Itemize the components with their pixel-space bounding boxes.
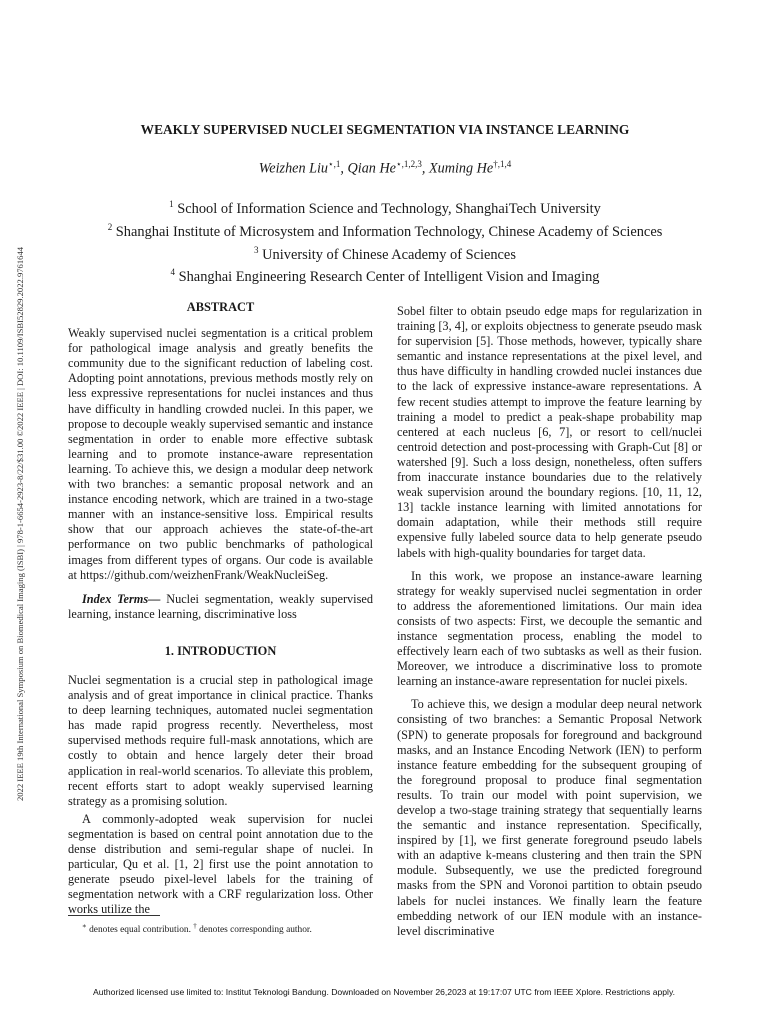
affiliation-text: University of Chinese Academy of Sciences [262, 246, 516, 263]
introduction-paragraph: A commonly-adopted weak supervision for nuclei segmentation is based on central point annotation due to the dense distribution and semi-regular shape of nuclei. In particular, Qu et al. [1, 2] first use the point annotation to generate pseudo pixel-level labels for the training of segmentation network with a CRF regularization loss. Other works utilize the [68, 811, 373, 917]
author-name: Weizhen Liu [258, 160, 329, 177]
author-marks: †,1,4 [493, 159, 512, 169]
index-terms-label: Index Terms— [82, 591, 161, 606]
author-name: Xuming He [428, 160, 494, 177]
abstract-heading: ABSTRACT [186, 300, 255, 314]
author-marks: ⋆,1 [328, 159, 341, 169]
affiliation [60, 263, 710, 286]
body-paragraph: In this work, we propose an instance-aware learning strategy for weakly supervised nuclei segmentation in order to address the aforementioned limitations. Our main idea consists of two aspects: First, we decouple the semantic and instance segmentation process, enabling the model to effectively learn each of two subtasks as well as their fusion. Moreover, we introduce a discriminative loss to promote learning an instance-aware representation for nuclei pixels. [397, 568, 702, 689]
author-marks: ⋆,1,2,3 [395, 159, 422, 169]
introduction-paragraph: Nuclei segmentation is a crucial step in pathological image analysis and of great importance in clinical practice. Thanks to deep learning techniques, automated nuclei segmentation has made rapid progress recently. Nevertheless, most supervised methods require full-mask annotations, which are costly to obtain and hence largely deter their broad application in real-world scenarios. To alleviate this problem, recent efforts start to adopt weakly supervised learning strategy as a promising solution. [68, 672, 373, 808]
affiliation [60, 195, 710, 218]
affiliation-number: 4 [170, 267, 175, 278]
left-column [68, 300, 373, 917]
affiliation [60, 241, 710, 264]
right-column [397, 304, 702, 939]
footnote-dagger-text: denotes corresponding author. [196, 925, 312, 936]
footnote-rule [68, 915, 160, 916]
footnote-star: ∗ [82, 922, 87, 930]
affiliation-text: Shanghai Institute of Microsystem and Information Technology, Chinese Academy of Sciences [115, 223, 663, 240]
body-paragraph: Sobel filter to obtain pseudo edge maps for regularization in training [3, 4], or exploits objectness to generate pseudo mask for supervision [5]. Those methods, however, typically share semantic and instance representations at the pixel level, and thus have difficulty in handling crowded nuclei instances due to the lack of expressive instance-aware representations. A few recent studies attempt to improve the feature learning by training a model to predict a peak-shape probability map centered at each nucleus [6, 7], or resort to cell/nuclei centroid detection and post-processing with Graph-Cut [8] or watershed [9]. Such a loss design, nonetheless, often suffers from inaccurate instance boundaries due to the relatively weak supervision around the boundary regions. [10, 11, 12, 13] tackle instance learning with limited annotations for domain adaptation, while their methods still require expensive fully labeled source data to help generate pseudo labels with high-quality boundaries for target data. [397, 304, 702, 560]
author-list [60, 159, 710, 178]
index-terms-text: Nuclei segmentation, weakly supervised learning, instance learning, discriminative loss [68, 591, 373, 621]
affiliation [60, 218, 710, 241]
affiliation-text: School of Information Science and Technology, ShanghaiTech University [177, 200, 601, 217]
affiliation-list [60, 195, 710, 286]
author-separator: , [421, 160, 429, 177]
author-name: Qian He [347, 160, 396, 177]
paper-title: WEAKLY SUPERVISED NUCLEI SEGMENTATION VIA INSTANCE LEARNING [140, 122, 630, 137]
side-identifier-text: 2022 IEEE 19th International Symposium on Biomedical Imaging (ISBI) | 978-1-6654-2923-8/22/$31.00 ©2022 IEEE | DOI: 10.1109/ISBI52829.2022.9761644 [15, 246, 25, 802]
side-identifier [12, 178, 28, 870]
affiliation-text: Shanghai Engineering Research Center of Intelligent Vision and Imaging [178, 269, 600, 286]
abstract-body: Weakly supervised nuclei segmentation is a critical problem for pathological image analysis and greatly benefits the community due to the significant reduction of labeling cost. Adopting point annotations, previous methods mostly rely on less expressive representations for nuclei instances and thus have difficulty in handling crowded nuclei. In this paper, we propose to decouple weakly supervised semantic and instance segmentation in order to enable more effective subtask learning and to promote instance-aware representation learning. To achieve this, we design a modular deep network with two branches: a semantic proposal network and an instance encoding network, which are trained in a two-stage manner with an instance-sensitive loss. Empirical results show that our approach achieves the state-of-the-art performance on two public benchmarks of pathological images from different types of organs. Our code is available at https://github.com/weizhenFrank/WeakNucleiSeg. [68, 326, 373, 582]
index-terms [68, 592, 373, 622]
body-paragraph: To achieve this, we design a modular deep neural network consisting of two branches: a Semantic Proposal Network (SPN) to generate proposals for foreground and background masks, and an Instance Encoding Network (IEN) to perform instance feature embedding for the subsequent grouping of the foreground proposal to produce final segmentation results. To train our model with point supervision, we develop a two-stage training strategy that sequentially learns the semantic and instance representation. Specifically, inspired by [1], we first generate foreground pseudo labels with an adaptive k-means clustering and then train the SPN module. Subsequently, we use the predicted foreground masks from the SPN and Voronoi partition to obtain pseudo labels for nuclei instances. We finally learn the feature embedding network of our IEN module with an instance-level discriminative [397, 697, 702, 938]
introduction-heading: 1. INTRODUCTION [164, 643, 277, 658]
affiliation-number: 2 [107, 221, 113, 232]
license-notice: Authorized licensed use limited to: Institut Teknologi Bandung. Downloaded on November 26,2023 at 19:17:07 UTC from IEEE Xplore. Restrictions apply. [93, 987, 675, 997]
affiliation-number: 1 [169, 199, 174, 209]
author-separator: , [340, 160, 348, 177]
affiliation-number: 3 [254, 244, 259, 255]
footnote-dagger: † [193, 922, 197, 930]
footnote-star-text: denotes equal contribution. [86, 925, 194, 936]
footnote [82, 922, 312, 935]
